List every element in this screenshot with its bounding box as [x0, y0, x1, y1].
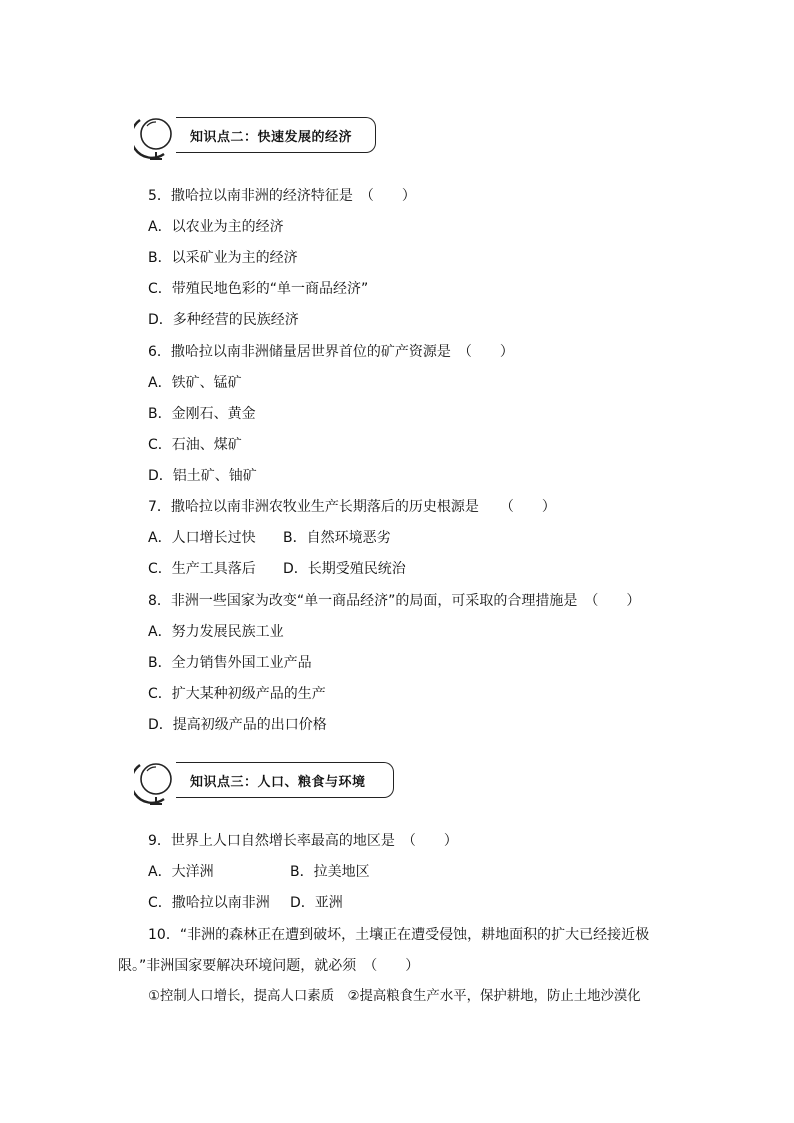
question-7-option-b: B．自然环境恶劣	[283, 530, 391, 546]
question-8-option-d: D．提高初级产品的出口价格	[148, 717, 327, 733]
question-7-stem: 7．撒哈拉以南非洲农牧业生产长期落后的历史根源是 （ ）	[148, 499, 556, 515]
question-7-option-d: D．长期受殖民统治	[283, 561, 406, 577]
question-6-option-d: D．铝土矿、铀矿	[148, 468, 257, 484]
question-9-option-a: A．大洋洲	[148, 864, 214, 880]
question-9-stem: 9．世界上人口自然增长率最高的地区是 （ ）	[148, 833, 458, 849]
question-8-stem: 8．非洲一些国家为改变“单一商品经济”的局面，可采取的合理措施是 （ ）	[148, 593, 641, 609]
question-10-choices: ①控制人口增长，提高人口素质 ②提高粮食生产水平，保护耕地，防止土地沙漠化	[148, 989, 641, 1004]
question-5-option-a: A．以农业为主的经济	[148, 219, 284, 235]
question-8-option-b: B．全力销售外国工业产品	[148, 655, 312, 671]
section-title: 知识点二：快速发展的经济	[176, 117, 376, 153]
question-9-option-b: B．拉美地区	[290, 864, 370, 880]
question-8-option-a: A．努力发展民族工业	[148, 624, 284, 640]
question-6-stem: 6．撒哈拉以南非洲储量居世界首位的矿产资源是 （ ）	[148, 344, 514, 360]
question-5-option-b: B．以采矿业为主的经济	[148, 250, 298, 266]
question-9-option-d: D．亚洲	[290, 895, 343, 911]
globe-icon	[134, 757, 178, 813]
globe-icon	[134, 112, 178, 168]
question-7-option-a: A．人口增长过快	[148, 530, 256, 546]
question-6-option-c: C．石油、煤矿	[148, 437, 242, 453]
question-8-option-c: C．扩大某种初级产品的生产	[148, 686, 326, 702]
question-5-option-c: C．带殖民地色彩的“单一商品经济”	[148, 281, 369, 297]
question-9-option-c: C．撒哈拉以南非洲	[148, 895, 270, 911]
question-5-option-d: D．多种经营的民族经济	[148, 312, 299, 328]
question-10-stem-line1: 10．“非洲的森林正在遭到破坏，土壤正在遭受侵蚀，耕地面积的扩大已经接近极	[148, 927, 650, 943]
question-6-option-b: B．金刚石、黄金	[148, 406, 256, 422]
section-title: 知识点三：人口、粮食与环境	[176, 762, 394, 798]
question-6-option-a: A．铁矿、锰矿	[148, 375, 242, 391]
question-5-stem: 5．撒哈拉以南非洲的经济特征是 （ ）	[148, 188, 416, 204]
question-7-option-c: C．生产工具落后	[148, 561, 256, 577]
question-10-stem-line2: 限。”非洲国家要解决环境问题，就必须 （ ）	[118, 958, 420, 974]
